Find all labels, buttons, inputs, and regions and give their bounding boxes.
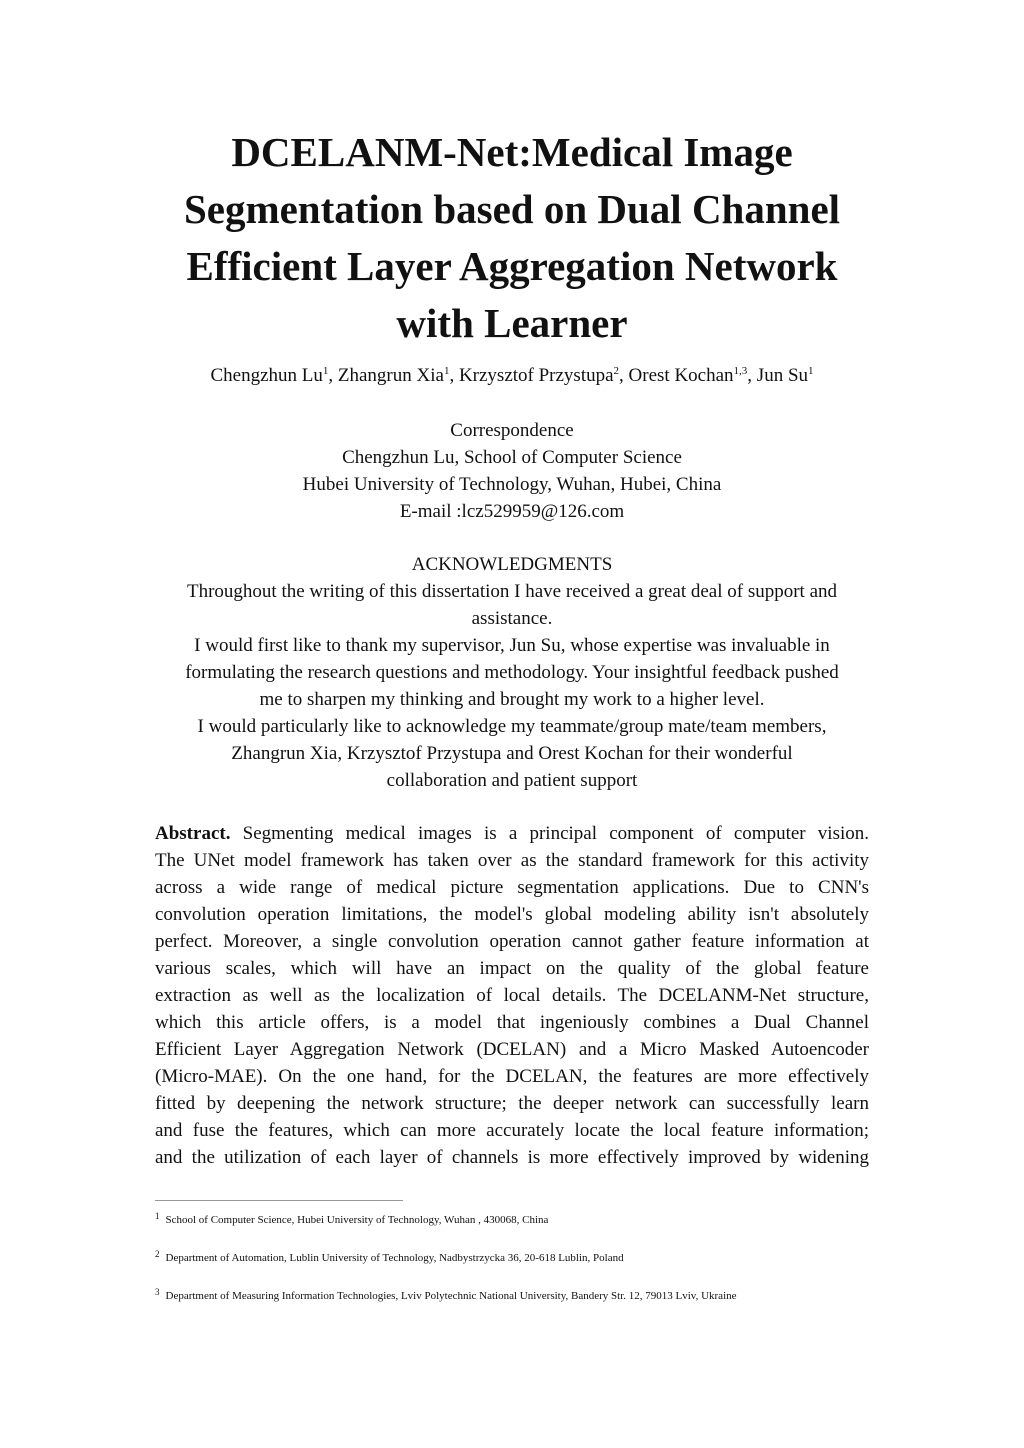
author-name: Krzysztof Przystupa [458, 365, 614, 386]
acknowledgments-line: Zhangrun Xia, Krzysztof Przystupa and Orest Kochan for their wonderful [231, 743, 793, 764]
abstract-line: and fuse the features, which can more accurately locate the local feature information; [155, 1120, 869, 1141]
correspondence-line: Chengzhun Lu, School of Computer Science [342, 447, 682, 468]
footnote-text: Department of Measuring Information Technologies, Lviv Polytechnic National University, Bandery Str. 12, 79013 Lviv, Ukraine [165, 1290, 737, 1302]
author-name: Chengzhun Lu [210, 365, 323, 386]
abstract-text: Segmenting medical images is a principal component of computer vision. [242, 823, 870, 844]
author-separator: , [747, 365, 757, 386]
author-separator: , [619, 365, 629, 386]
correspondence-email[interactable]: E-mail :lcz529959@126.com [399, 501, 625, 522]
author-affiliation-mark: 2 [613, 365, 620, 377]
author-list [100, 363, 924, 389]
acknowledgments-line: collaboration and patient support [386, 770, 638, 791]
author-separator: , [449, 365, 459, 386]
title-line: with Learner [396, 300, 628, 346]
footnote-1 [155, 1213, 548, 1227]
paper-title [100, 124, 924, 352]
author-name: Orest Kochan [628, 365, 734, 386]
footnote-text: Department of Automation, Lublin University of Technology, Nadbystrzycka 36, 20-618 Lublin, Poland [165, 1252, 624, 1264]
correspondence-block [100, 417, 924, 525]
footnote-3 [155, 1289, 737, 1303]
title-line: DCELANM-Net:Medical Image [231, 129, 793, 175]
author-name: Jun Su [756, 365, 809, 386]
abstract-section [155, 820, 869, 1171]
abstract-line: across a wide range of medical picture segmentation applications. Due to CNN's [155, 877, 869, 898]
acknowledgments-line: Throughout the writing of this dissertation I have received a great deal of support and [186, 581, 838, 602]
abstract-line: fitted by deepening the network structure; the deeper network can successfully learn [155, 1093, 869, 1114]
author-affiliation-mark: 1 [808, 365, 814, 377]
footnote-mark: 1 [155, 1211, 160, 1221]
footnote-mark: 3 [155, 1287, 160, 1297]
acknowledgments-line: formulating the research questions and methodology. Your insightful feedback pushed [185, 662, 839, 683]
abstract-line: The UNet model framework has taken over as the standard framework for this activity [155, 850, 869, 871]
correspondence-heading: Correspondence [450, 420, 574, 441]
abstract-line: convolution operation limitations, the model's global modeling ability isn't absolutely [155, 904, 869, 925]
author-affiliation-mark: 1 [443, 365, 450, 377]
abstract-line: Efficient Layer Aggregation Network (DCELAN) and a Micro Masked Autoencoder [155, 1039, 869, 1060]
author-name: Zhangrun Xia [337, 365, 444, 386]
acknowledgments-heading: ACKNOWLEDGMENTS [411, 554, 613, 575]
abstract-line: various scales, which will have an impact on the quality of the global feature [155, 958, 869, 979]
title-line: Segmentation based on Dual Channel [183, 186, 841, 232]
title-line: Efficient Layer Aggregation Network [186, 243, 838, 289]
acknowledgments-line: me to sharpen my thinking and brought my work to a higher level. [259, 689, 765, 710]
author-affiliation-mark: 1,3 [733, 365, 748, 377]
footnote-mark: 2 [155, 1249, 160, 1259]
footnote-divider [155, 1200, 403, 1201]
acknowledgments-line: I would first like to thank my supervisor, Jun Su, whose expertise was invaluable in [194, 635, 830, 656]
abstract-line: (Micro-MAE). On the one hand, for the DCELAN, the features are more effectively [155, 1066, 869, 1087]
footnote-2 [155, 1251, 624, 1265]
author-affiliation-mark: 1 [322, 365, 329, 377]
abstract-line: and the utilization of each layer of channels is more effectively improved by widening [155, 1147, 869, 1168]
acknowledgments-line: assistance. [471, 608, 553, 629]
acknowledgments-line: I would particularly like to acknowledge my teammate/group mate/team members, [197, 716, 827, 737]
correspondence-line: Hubei University of Technology, Wuhan, Hubei, China [302, 474, 722, 495]
abstract-line: extraction as well as the localization of local details. The DCELANM-Net structure, [155, 985, 869, 1006]
acknowledgments-block [100, 551, 924, 794]
abstract-line: which this article offers, is a model that ingeniously combines a Dual Channel [155, 1012, 869, 1033]
footnote-text: School of Computer Science, Hubei University of Technology, Wuhan , 430068, China [165, 1214, 549, 1226]
abstract-line: perfect. Moreover, a single convolution operation cannot gather feature information at [155, 931, 869, 952]
abstract-line [155, 820, 869, 847]
author-separator: , [328, 365, 338, 386]
abstract-label: Abstract. [155, 823, 231, 844]
